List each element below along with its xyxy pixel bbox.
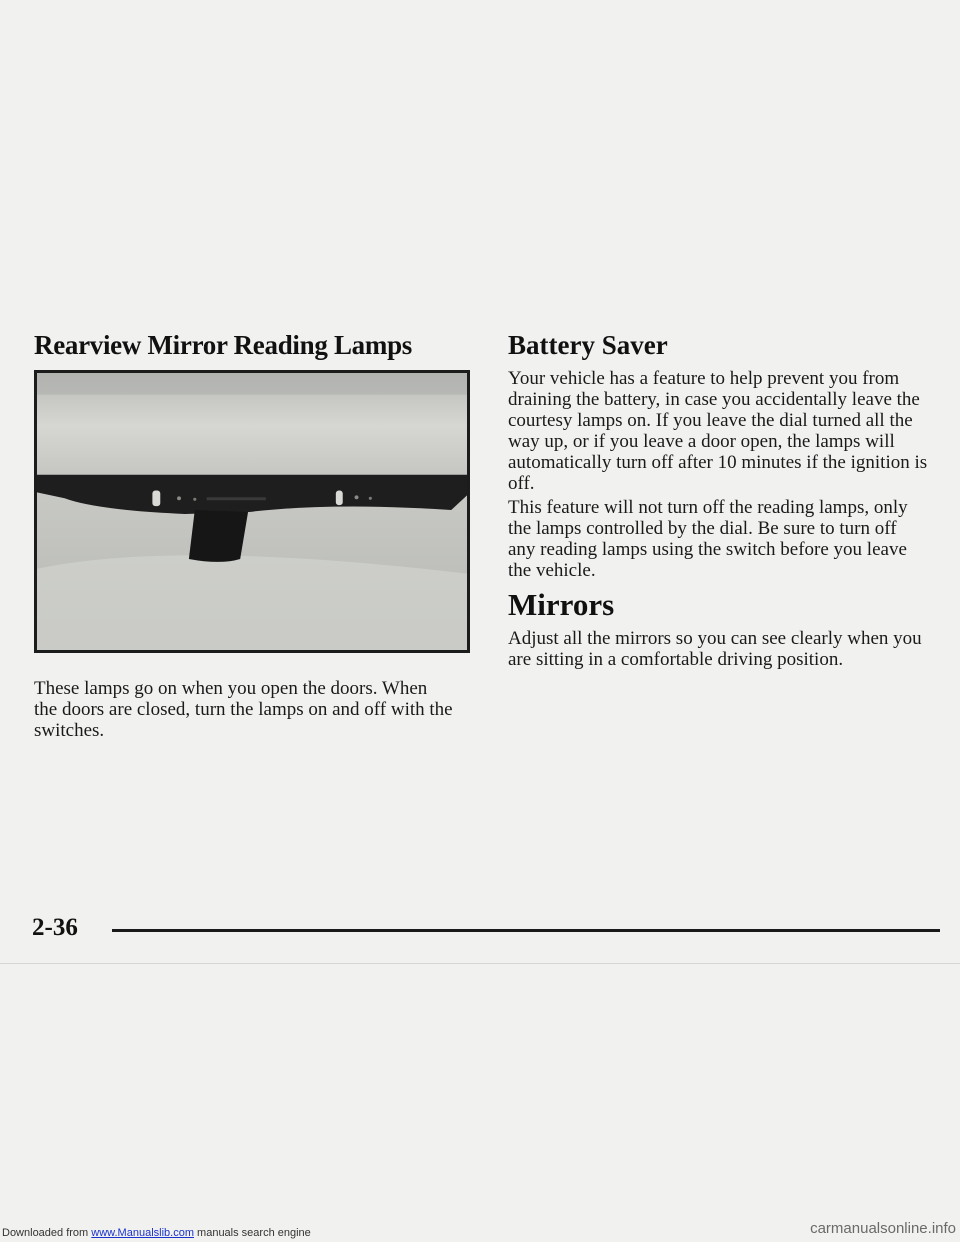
scan-edge-rule: [0, 963, 960, 964]
footer-rule: [112, 929, 940, 932]
watermark-suffix: manuals search engine: [193, 1227, 311, 1239]
download-watermark: [2, 1227, 311, 1239]
section-heading-mirrors: Mirrors: [508, 587, 615, 622]
rearview-mirror-photo: [34, 370, 470, 653]
reading-lamps-body: These lamps go on when you open the doors. When the doors are closed, turn the lamps on and off with the switches.: [34, 678, 453, 741]
section-heading-reading-lamps: Rearview Mirror Reading Lamps: [34, 330, 413, 360]
page-number: 2-36: [32, 914, 78, 941]
mirrors-body: Adjust all the mirrors so you can see clearly when you are sitting in a comfortable driving position.: [508, 628, 922, 670]
section-heading-battery-saver: Battery Saver: [508, 330, 668, 360]
watermark-prefix: Downloaded from: [2, 1227, 92, 1239]
rearview-mirror-illustration: [37, 373, 467, 650]
battery-saver-paragraph-2: This feature will not turn off the reading lamps, only the lamps controlled by the dial. Be sure to turn off any reading lamps using the switch before you leave the vehicle.: [508, 497, 908, 581]
manualslib-link[interactable]: www.Manualslib.com: [91, 1227, 194, 1239]
site-watermark: carmanualsonline.info: [810, 1220, 956, 1237]
battery-saver-paragraph-1: Your vehicle has a feature to help prevent you from draining the battery, in case you accidentally leave the courtesy lamps on. If you leave the dial turned all the way up, or if you leave a door open, the lamps will automatically turn off after 10 minutes if the ignition is off.: [508, 368, 928, 494]
